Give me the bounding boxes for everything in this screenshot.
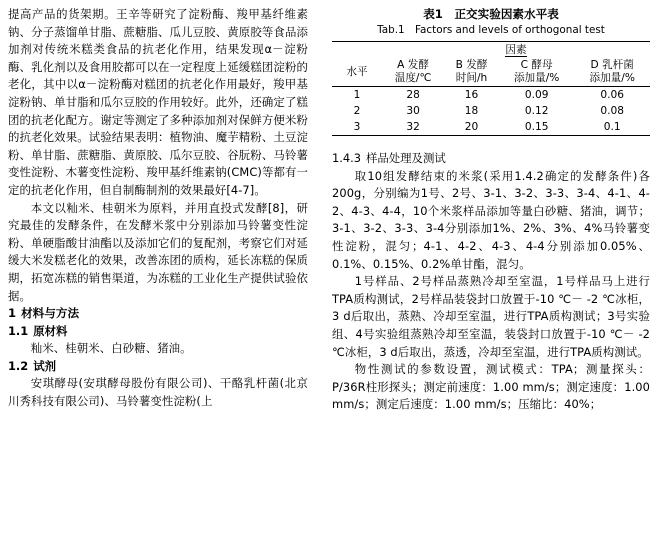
table-row — [332, 119, 650, 136]
table-cell-d-1: 0.06 — [600, 89, 624, 101]
section-heading-1 — [8, 305, 308, 323]
paragraph-reagents: 安琪酵母(安琪酵母股份有限公司)、干酪乳杆菌(北京川秀科技有限公司)、马铃薯变性淀粉(上 — [8, 376, 308, 409]
table-header-col-c — [499, 58, 575, 87]
table-column-header-row — [332, 58, 650, 87]
table-header-col-b — [444, 58, 499, 87]
section-number-1-2: 1.2 — [8, 358, 29, 373]
section-number-1-1: 1.1 — [8, 323, 29, 338]
table-title-cn: 表1 正交实验因素水平表 — [423, 7, 559, 21]
table-cell-level-3: 3 — [332, 119, 382, 136]
section-title-1-1: 原材料 — [33, 323, 68, 338]
table-header-col-d — [574, 58, 650, 87]
paragraph-tpa-procedure: 1号样品、2号样品蒸熟冷却至室温，1号样品马上进行TPA质构测试，2号样品装袋封口放置于-10 ℃－ -2 ℃冰柜，3 d后取出，蒸熟、冷却至室温，进行TPA质构测试；3号实验组、4号实验组蒸熟冷却至室温，装袋封口放置于-10 ℃－ -2 ℃冰柜，3 d后取出，蒸透，冷却至室温，进行TPA质构测试。 — [332, 274, 650, 359]
table-header-col-c-line2: 添加量/% — [513, 72, 560, 84]
paragraph-tpa-parameters: 物性测试的参数设置，测试模式：TPA；测量探头：P/36R柱形探头；测定前速度：1.00 mm/s；测定速度：1.00 mm/s；测定后速度：1.00 mm/s；压缩比：40%； — [332, 362, 650, 412]
table-cell-a-1: 28 — [406, 89, 420, 101]
table-cell-b-1: 16 — [464, 89, 479, 101]
table-cell-level-1: 1 — [353, 89, 361, 101]
section-number-1-4-3: 1.4.3 — [332, 151, 361, 165]
table-header-col-a-line2: 温度/℃ — [394, 72, 432, 84]
paragraph-continuation: 提高产品的货架期。王辛等研究了淀粉酶、羧甲基纤维素钠、分子蒸馏单甘脂、蔗糖脂、瓜儿豆胶、黄原胶等食品添加剂对传统米糕类食品的抗老化作用，结果发现α－淀粉酶、乳化剂以及食用胶都可以在一定程度上延缓糕团淀粉的老化，其中以α－淀粉酶对糕团的抗老化作用最好，羧甲基淀粉钠、单甘脂和瓜尔豆胶的作用较好。此外，还确定了糕团的抗老化配方。谢定等测定了多种添加剂对保鲜方便米粉的抗老化效果。试验结果表明：植物油、魔芋精粉、土豆淀粉、单甘脂、蔗糖脂、黄原胶、瓜尔豆胶、谷朊粉、马铃薯变性淀粉、木薯变性淀粉、羧甲基纤维素钠(CMC)等都有一定的抗老化作用，但自制酶制剂的效果最好[4-7]。 — [8, 7, 308, 197]
section-heading-1-1 — [8, 323, 308, 341]
table-cell-d-3: 0.1 — [574, 119, 650, 136]
orthogonal-test-table-block — [332, 6, 650, 136]
table-row — [332, 103, 650, 119]
left-column — [0, 0, 318, 546]
right-column — [318, 0, 660, 546]
section-number-1: 1 — [8, 306, 17, 321]
table-cell-c-2: 0.12 — [524, 105, 549, 117]
table-cell-b-2: 18 — [464, 105, 479, 117]
table-cell-c-1: 0.09 — [524, 89, 549, 101]
table-header-level: 水平 — [332, 58, 382, 87]
orthogonal-test-table — [332, 41, 650, 136]
table-cell-a-2: 30 — [406, 105, 420, 117]
section-title-1-2: 试剂 — [33, 358, 56, 373]
table-group-header-label: 因素 — [505, 44, 527, 56]
table-title-en: Tab.1 Factors and levels of orthogonal test — [377, 24, 605, 36]
table-empty-corner — [332, 42, 382, 59]
table-cell-d-2: 0.08 — [600, 105, 624, 117]
table-header-col-d-line2: 添加量/% — [589, 72, 635, 84]
table-header-col-c-line1: C 酵母 — [520, 59, 553, 71]
section-heading-1-4-3 — [332, 150, 650, 168]
table-row — [332, 87, 650, 104]
section-heading-1-2 — [8, 358, 308, 376]
table-cell-b-3: 20 — [444, 119, 499, 136]
paragraph-study-intro: 本文以籼米、桂朝米为原料，并用直投式发酵[8]，研究最佳的发酵条件，在发酵米浆中分别添加马铃薯变性淀粉、单硬脂酸甘油酯以及添加它们的复配剂，考察它们对延缓大米发糕老化的效果，改善冻团的质构，延长冻糕的保质期，拓宽冻糕的销售渠道，为冻糕的工业化生产提供试验依据。 — [8, 200, 308, 303]
table-header-col-b-line1: B 发酵 — [455, 59, 488, 71]
table-header-col-a-line1: A 发酵 — [397, 59, 429, 71]
section-title-1-4-3: 样品处理及测试 — [365, 151, 446, 165]
table-group-header-row — [332, 42, 650, 59]
paragraph-raw-materials: 籼米、桂朝米、白砂糖、猪油。 — [30, 341, 192, 356]
table-group-header-factor — [382, 42, 650, 59]
paragraph-sample-prep: 取10组发酵结束的米浆(采用1.4.2确定的发酵条件)各200g，分别编为1号、2号、3-1、3-2、3-3、3-4、4-1、4-2、4-3、4-4，10个米浆样品添加等量白砂糖、猪油，调节；3-1、3-2、3-3、3-4分别添加1%、2%、3%、4%马铃薯变性淀粉，混匀；4-1、4-2、4-3、4-4分别添加0.05%、0.1%、0.15%、0.2%单甘酯，混匀。 — [332, 168, 650, 271]
table-cell-c-3: 0.15 — [499, 119, 575, 136]
table-cell-level-2: 2 — [353, 105, 361, 117]
table-header-col-a — [382, 58, 444, 87]
table-header-col-b-line2: 时间/h — [455, 72, 488, 84]
section-title-1: 材料与方法 — [21, 306, 80, 321]
table-header-col-d-line1: D 乳杆菌 — [590, 59, 634, 71]
table-cell-a-3: 32 — [382, 119, 444, 136]
